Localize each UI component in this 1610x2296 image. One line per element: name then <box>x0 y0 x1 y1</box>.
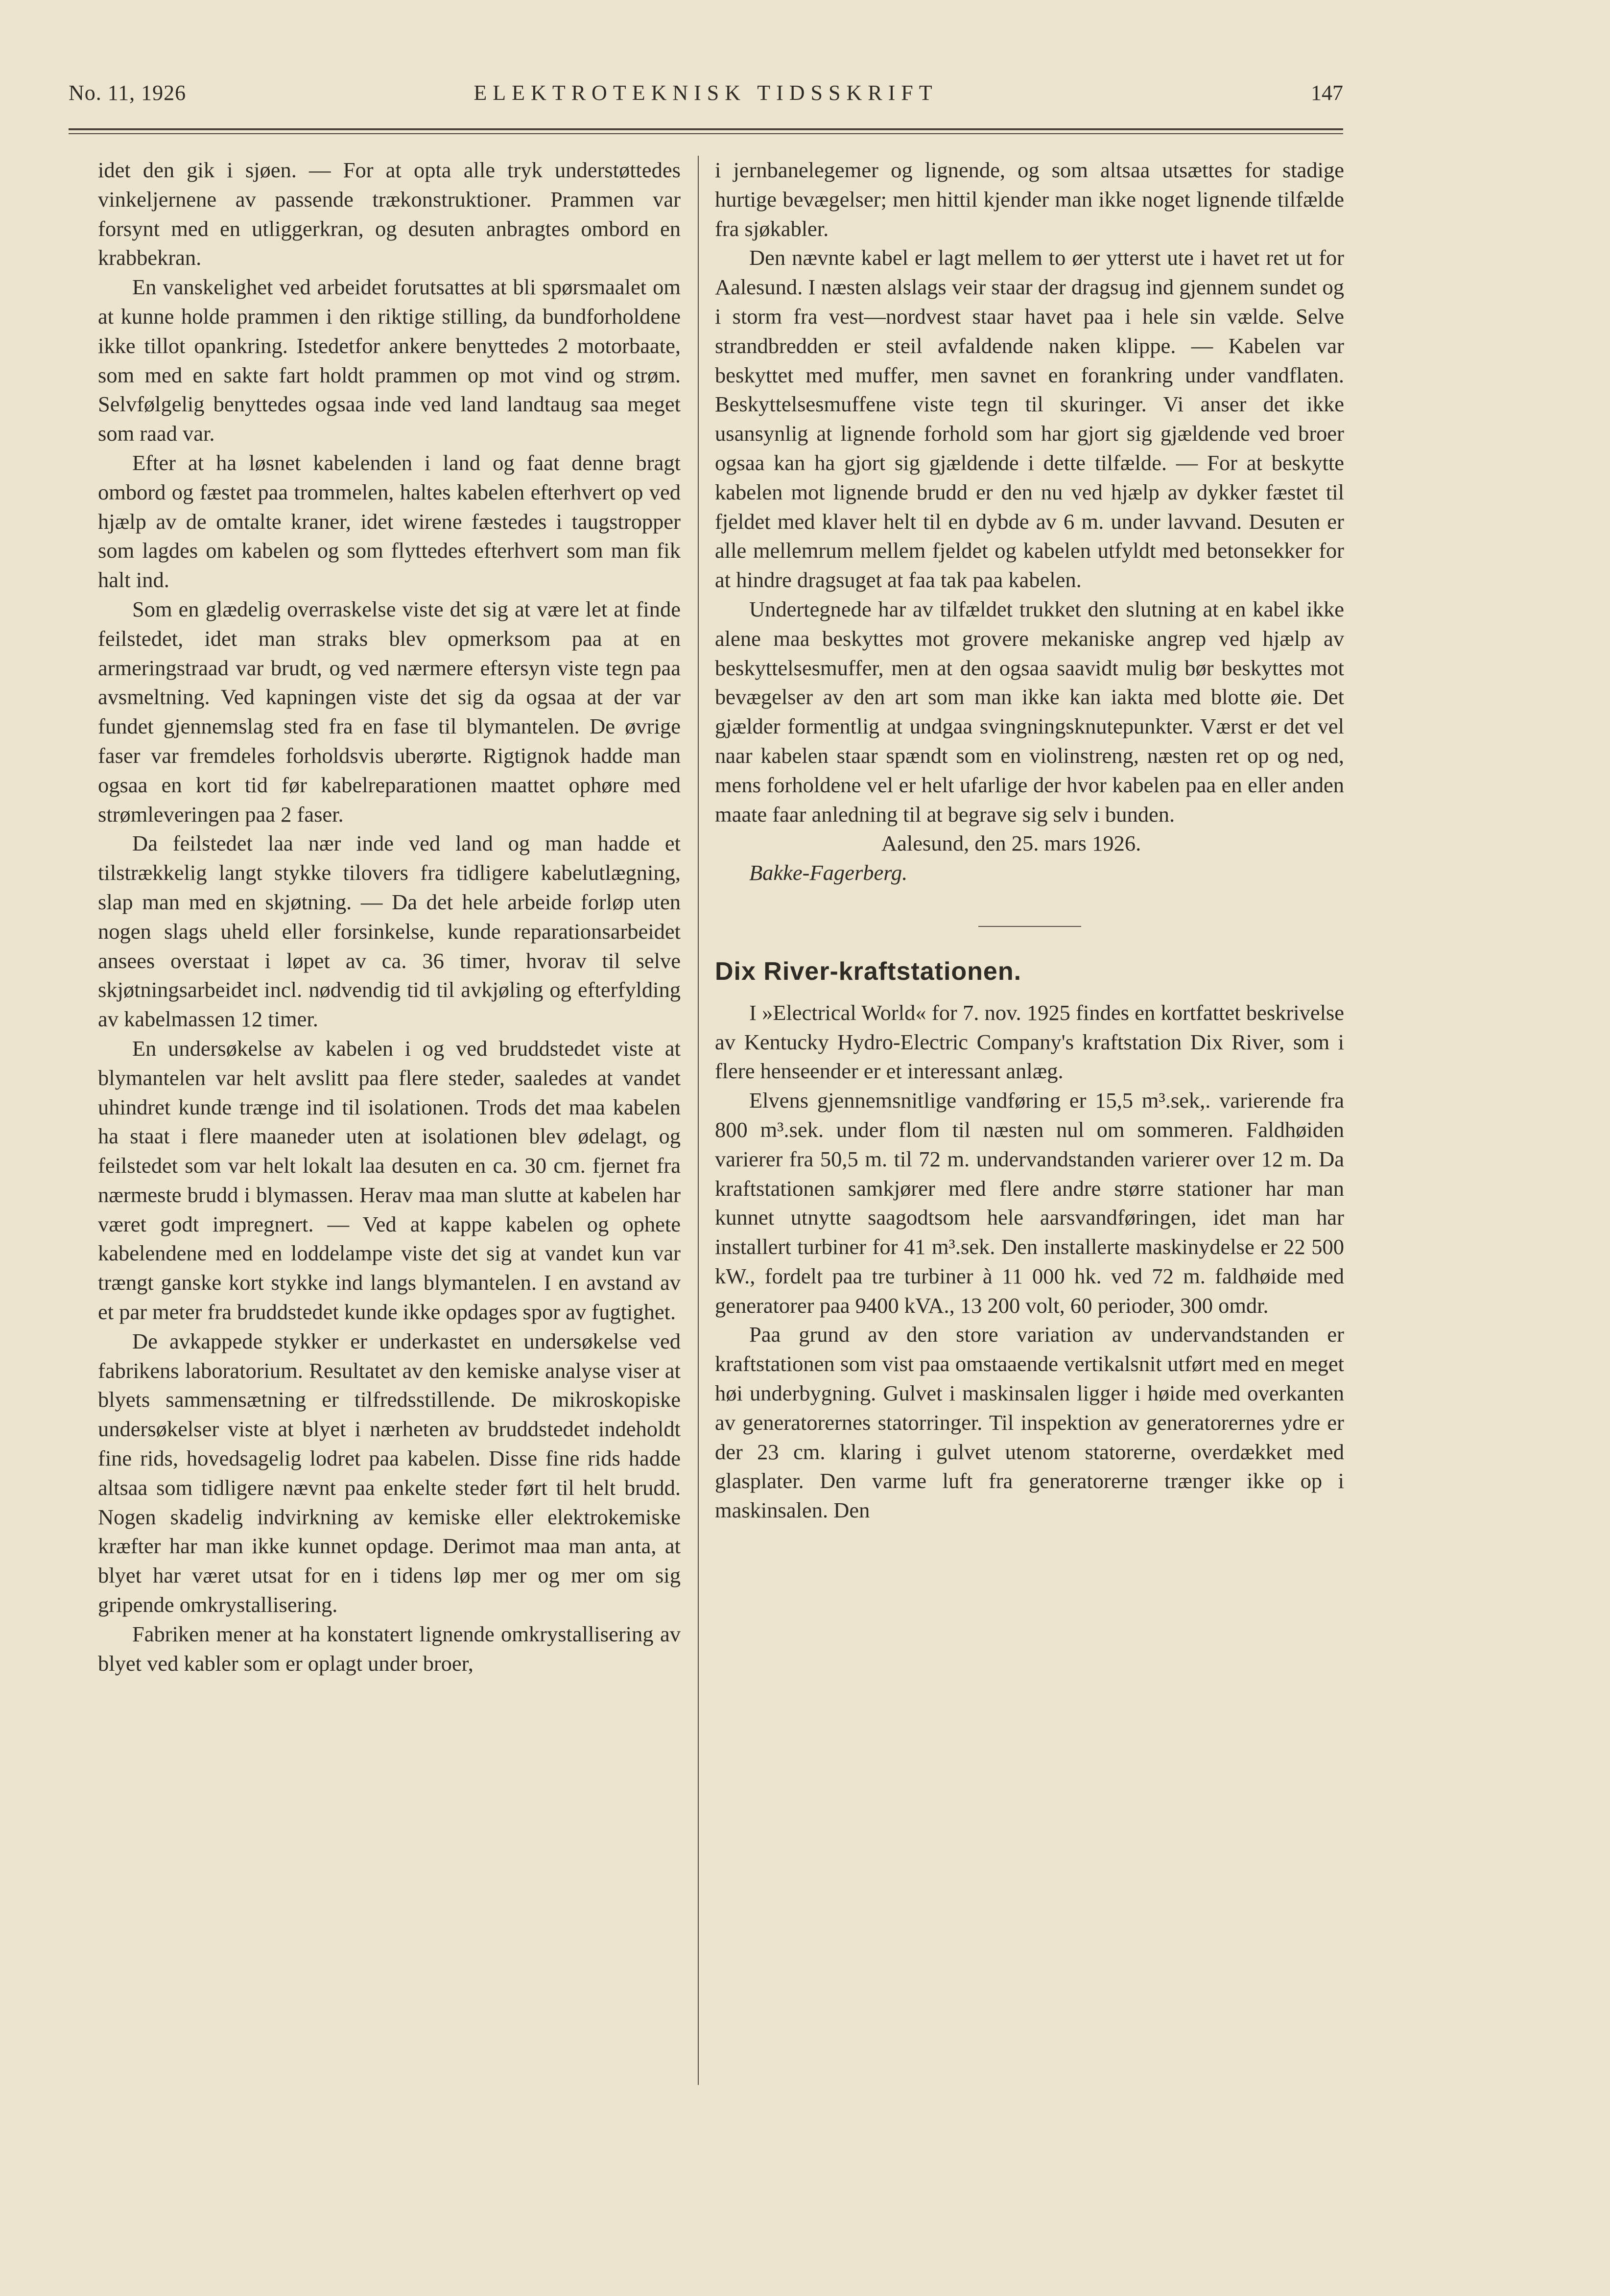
paragraph: En vanskelighet ved arbeidet forutsattes at bli spørsmaalet om at kunne holde prammen i den riktige stilling, da bundforholdene ikke tillot opankring. Istedetfor ankere benyttedes 2 motorbaate, som med en sakte fart holdt prammen op mot vind og strøm. Selvfølgelig benyttedes ogsaa inde ved land landtaug saa meget som raad var. <box>98 275 681 446</box>
paragraph: Da feilstedet laa nær inde ved land og man hadde et tilstrækkelig langt stykke tilovers fra tidligere kabelutlægning, slap man med en skjøtning. — Da det hele arbeide forløp uten nogen slags uheld eller forsinkelse, kunde reparationsarbeidet ansees overstaat i løpet av ca. 36 timer, hvorav til selve skjøtningsarbeidet incl. nødvendig tid til avkjøling og efterfylding av kabelmassen 12 timer. <box>98 831 681 1032</box>
paragraph: Som en glædelig overraskelse viste det sig at være let at finde feilstedet, idet man straks blev opmerksom paa at en armeringstraad var brudt, og ved nærmere eftersyn viste tegn paa avsmeltning. Ved kapningen viste det sig da ogsaa at der var fundet gjennemslag sted fra en fase til blymantelen. De øvrige faser var fremdeles forholdsvis uberørte. Rigtignok hadde man ogsaa en kort tid før kabelreparationen maattet ophøre med strømleveringen paa 2 faser. <box>98 596 681 827</box>
paragraph: En undersøkelse av kabelen i og ved bruddstedet viste at blymantelen var helt avslitt paa flere steder, saaledes at vandet uhindret kunde trænge ind til isolationen. Trods det maa kabelen ha staat i flere maaneder uten at isolationen blev ødelagt, og feilstedet som var helt lokalt laa desuten en ca. 30 cm. fjernet fra nærmeste brudd i blymassen. Herav maa man slutte at kabelen har været godt impregnert. — Ved at kappe kabelen og ophete kabelendene med en loddelampe viste det sig at vandet kun var trængt ganske kort stykke ind langs blymantelen. I en avstand av et par meter fra bruddstedet kunde ikke opdages spor av fugtighet. <box>98 1036 681 1325</box>
issue-label: No. 11, 1926 <box>69 81 187 105</box>
paragraph: De avkappede stykker er underkastet en undersøkelse ved fabrikens laboratorium. Resultatet av den kemiske analyse viser at blyets sammensætning er tilfredsstillende. De mikroskopiske undersøkelser viste at blyet i nærheten av bruddstedet indeholdt fine rids, hovedsagelig lodret paa kabelen. Disse fine rids hadde altsaa som tidligere nævnt paa enkelte steder ført til helt brudd. Nogen skadelig indvirkning av kemiske eller elektrokemiske kræfter har man ikke kunnet opdage. Derimot maa man anta, at blyet har været utsat for en i tidens løp mer og mer om sig gripende omkrystallisering. <box>98 1328 681 1617</box>
page-number: 147 <box>1311 81 1343 105</box>
paragraph: Efter at ha løsnet kabelenden i land og faat denne bragt ombord og fæstet paa trommelen, haltes kabelen efterhvert op ved hjælp av de omtalte kraner, idet wirene fæstedes i taugstropper som lagdes om kabelen og som flyttedes efterhvert som man fik halt ind. <box>98 450 681 592</box>
paragraph: Fabriken mener at ha konstatert lignende omkrystallisering av blyet ved kabler som er oplagt under broer, <box>98 1621 681 1676</box>
section-title: Dix River-kraftstationen. <box>715 957 1022 986</box>
page-header <box>69 80 1343 115</box>
signoff-date: Aalesund, den 25. mars 1926. <box>881 831 1141 856</box>
header-rule-thin <box>69 133 1343 134</box>
paragraph: idet den gik i sjøen. — For at opta alle tryk understøttedes vinkeljernene av passende trækonstruktioner. Prammen var forsynt med en utliggerkran, og desuten anbragtes ombord en krabbekran. <box>98 158 681 270</box>
header-rule <box>69 128 1343 130</box>
signoff-author: Bakke-Fagerberg. <box>749 860 908 885</box>
paragraph: Elvens gjennemsnitlige vandføring er 15,5 m³.sek,. varierende fra 800 m³.sek. under flom til næsten nul om sommeren. Faldhøiden varierer fra 50,5 m. til 72 m. undervandstanden varierer over 12 m. Da kraftstationen samkjører med flere andre større stationer har man kunnet utnytte saagodtsom hele aarsvandføringen, idet man har installert turbiner for 41 m³.sek. Den installerte maskinydelse er 22 500 kW., fordelt paa tre turbiner à 11 000 hk. ved 72 m. faldhøide med generatorer paa 9400 kVA., 13 200 volt, 60 perioder, 300 omdr. <box>715 1088 1344 1318</box>
right-column <box>715 156 1344 1525</box>
left-column <box>98 156 681 1678</box>
paragraph: I »Electrical World« for 7. nov. 1925 findes en kortfattet beskrivelse av Kentucky Hydro-Electric Company's kraftstation Dix River, som i flere henseender er et interessant anlæg. <box>715 1000 1344 1084</box>
column-divider <box>698 156 699 2085</box>
paragraph: Undertegnede har av tilfældet trukket den slutning at en kabel ikke alene maa beskyttes mot grovere mekaniske angrep ved hjælp av beskyttelsesmuffer, men at den ogsaa saavidt mulig bør beskyttes mot bevægelser av den art som man ikke kan iakta med blotte øie. Det gjælder formentlig at undgaa svingningsknutepunkter. Værst er det vel naar kabelen staar spændt som en violinstreng, næsten ret op og ned, mens forholdene vel er helt ufarlige der hvor kabelen paa en eller anden maate faar anledning til at begrave sig selv i bunden. <box>715 596 1344 827</box>
paragraph: Paa grund av den store variation av undervandstanden er kraftstationen som vist paa omstaaende vertikalsnit utført med en meget høi underbygning. Gulvet i maskinsalen ligger i høide med overkanten av generatorernes statorringer. Til inspektion av generatorernes ydre er der 23 cm. klaring i gulvet utenom statorerne, overdækket med glasplater. Den varme luft fra generatorerne trænger ikke op i maskinsalen. Den <box>715 1322 1344 1523</box>
paragraph: i jernbanelegemer og lignende, og som altsaa utsættes for stadige hurtige bevægelser; men hittil kjender man ikke noget lignende tilfælde fra sjøkabler. <box>715 158 1344 241</box>
journal-title: ELEKTROTEKNISK TIDSSKRIFT <box>474 81 938 105</box>
paragraph: Den nævnte kabel er lagt mellem to øer ytterst ute i havet ret ut for Aalesund. I næsten alslags veir staar der dragsug ind gjennem sundet og i storm fra vest—nordvest staar havet paa i hele sin vælde. Selve strandbredden er steil avfaldende naken klippe. — Kabelen var beskyttet med muffer, men savnet en forankring under vandflaten. Beskyttelsesmuffene viste tegn til skuringer. Vi anser det ikke usansynlig at lignende forhold som har gjort sig gjældende ved broer ogsaa kan ha gjort sig gjældende i dette tilfælde. — For at beskytte kabelen mot lignende brudd er den nu ved hjælp av dykker fæstet til fjeldet med klaver helt til en dybde av 6 m. under lavvand. Desuten er alle mellemrum mellem fjeldet og kabelen utfyldt med betonsekker for at hindre dragsuget at faa tak paa kabelen. <box>715 245 1344 592</box>
section-separator <box>978 926 1081 927</box>
